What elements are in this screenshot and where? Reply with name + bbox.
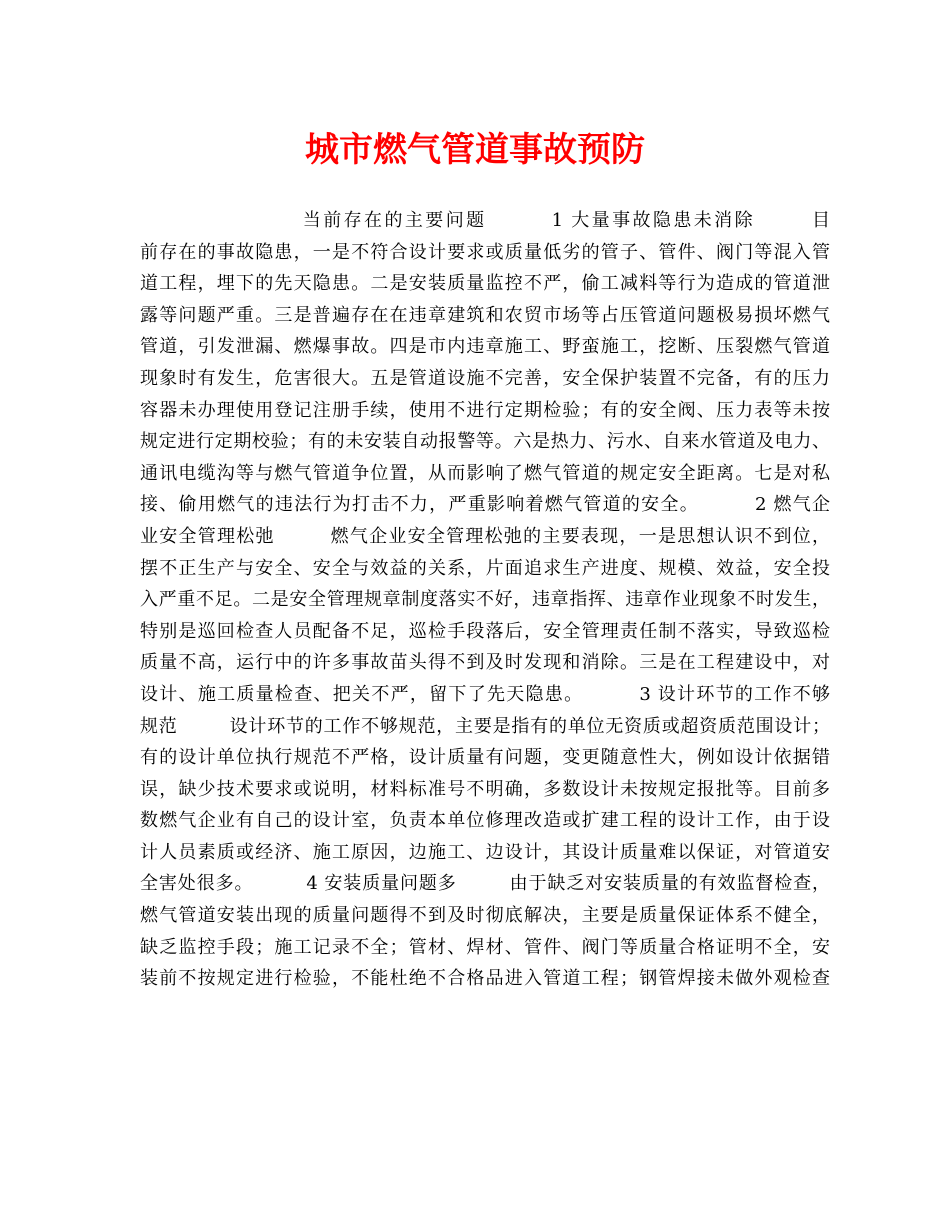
body-line: 容器未办理使用登记注册手续，使用不进行定期检验；有的安全阀、压力表等未按 <box>140 399 830 421</box>
body-line: 装前不按规定进行检验，不能杜绝不合格品进入管道工程；钢管焊接未做外观检查 <box>140 968 830 990</box>
body-line: 露等问题严重。三是普遍存在在违章建筑和农贸市场等占压管道问题极易损坏燃气 <box>140 304 830 326</box>
body-line: 摆不正生产与安全、安全与效益的关系，片面追求生产进度、规模、效益，安全投 <box>140 557 830 579</box>
body-line: 规范 设计环节的工作不够规范，主要是指有的单位无资质或超资质范围设计； <box>140 715 830 737</box>
document-body <box>140 205 830 995</box>
body-line: 缺乏监控手段；施工记录不全；管材、焊材、管件、阀门等质量合格证明不全，安 <box>140 936 830 958</box>
body-line: 规定进行定期校验；有的未安装自动报警等。六是热力、污水、自来水管道及电力、 <box>140 431 830 453</box>
body-line: 计人员素质或经济、施工原因，边施工、边设计，其设计质量难以保证，对管道安 <box>140 841 830 863</box>
body-line: 特别是巡回检查人员配备不足，巡检手段落后，安全管理责任制不落实，导致巡检 <box>140 620 830 642</box>
body-line: 入严重不足。二是安全管理规章制度落实不好，违章指挥、违章作业现象不时发生， <box>140 589 830 611</box>
body-line: 设计、施工质量检查、把关不严，留下了先天隐患。 3 设计环节的工作不够 <box>140 683 830 705</box>
body-line: 接、偷用燃气的违法行为打击不力，严重影响着燃气管道的安全。 2 燃气企 <box>140 494 830 516</box>
body-line: 现象时有发生，危害很大。五是管道设施不完善，安全保护装置不完备，有的压力 <box>140 367 830 389</box>
body-line: 通讯电缆沟等与燃气管道争位置，从而影响了燃气管道的规定安全距离。七是对私 <box>140 462 830 484</box>
body-line: 管道，引发泄漏、燃爆事故。四是市内违章施工、野蛮施工，挖断、压裂燃气管道 <box>140 336 830 358</box>
body-line: 道工程，埋下的先天隐患。二是安装质量监控不严，偷工减料等行为造成的管道泄 <box>140 273 830 295</box>
body-line: 有的设计单位执行规范不严格，设计质量有问题，变更随意性大，例如设计依据错 <box>140 747 830 769</box>
document-title: 城市燃气管道事故预防 <box>305 130 645 170</box>
body-line: 质量不高，运行中的许多事故苗头得不到及时发现和消除。三是在工程建设中，对 <box>140 652 830 674</box>
body-line: 前存在的事故隐患，一是不符合设计要求或质量低劣的管子、管件、阀门等混入管 <box>140 241 830 263</box>
body-line: 数燃气企业有自己的设计室，负责本单位修理改造或扩建工程的设计工作，由于设 <box>140 810 830 832</box>
body-line: 燃气管道安装出现的质量问题得不到及时彻底解决，主要是质量保证体系不健全， <box>140 905 830 927</box>
body-line: 误，缺少技术要求或说明，材料标准号不明确，多数设计未按规定报批等。目前多 <box>140 778 830 800</box>
body-line: 业安全管理松弛 燃气企业安全管理松弛的主要表现，一是思想认识不到位， <box>140 525 830 547</box>
body-line: 全害处很多。 4 安装质量问题多 由于缺乏对安装质量的有效监督检查， <box>140 873 830 895</box>
body-line: 当前存在的主要问题 1 大量事故隐患未消除 目 <box>140 210 830 231</box>
